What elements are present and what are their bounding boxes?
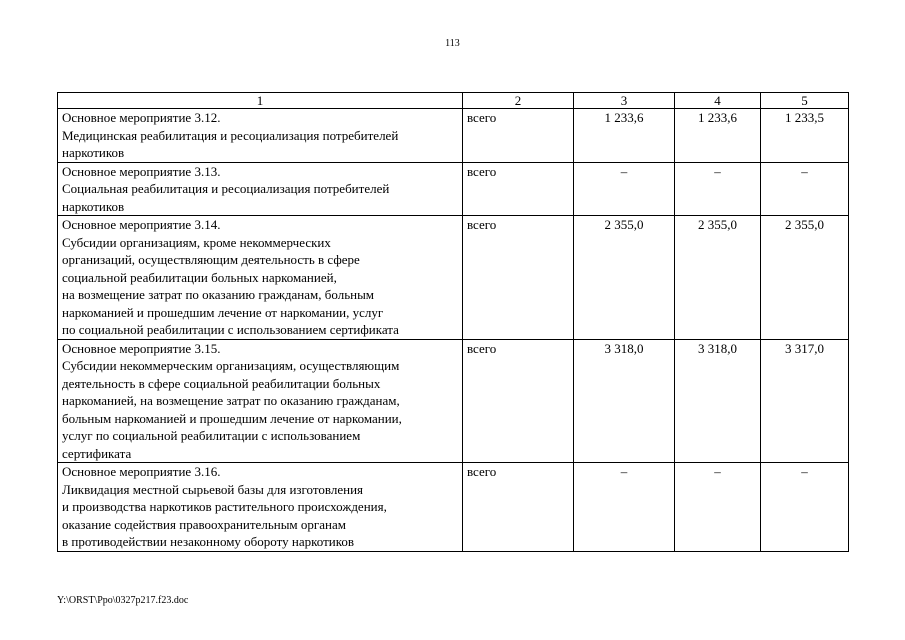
activity-text-line: организаций, осуществляющим деятельность в сфере [62,252,360,267]
column-header-1: 1 [58,93,463,109]
funding-source-cell: всего [463,216,574,340]
activity-title: Основное мероприятие 3.16. [62,464,221,479]
activity-text-line: наркоманией и прошедшим лечение от наркомании, услуг [62,304,384,320]
table-row [58,109,849,163]
activity-text-line: наркотиков [62,145,125,160]
column-header-5: 5 [761,93,849,109]
funding-source-cell: всего [463,109,574,163]
activity-text-line: наркоманией, на возмещение затрат по оказанию гражданам, [62,393,400,408]
table-row [58,339,849,463]
value-col-5: 2 355,0 [761,216,849,340]
value-col-4: 1 233,6 [675,109,761,163]
program-activities-table [57,92,849,552]
page-number: 113 [445,38,460,49]
funding-source-cell: всего [463,339,574,463]
value-col-5: 1 233,5 [761,109,849,163]
activity-description-cell [58,162,463,216]
activity-description-cell [58,109,463,163]
activity-description-cell [58,463,463,552]
activity-text-line: Субсидии организациям, кроме некоммерческих [62,234,331,250]
activity-text-line: Медицинская реабилитация и ресоциализация потребителей [62,127,399,143]
activity-text-line: Социальная реабилитация и ресоциализация потребителей [62,181,390,196]
column-header-4: 4 [675,93,761,109]
activity-description-cell [58,339,463,463]
value-col-5: 3 317,0 [761,339,849,463]
table-row [58,463,849,552]
activity-text-line: в противодействии незаконному обороту наркотиков [62,534,355,549]
value-col-4: – [675,463,761,552]
column-header-2: 2 [463,93,574,109]
value-col-5: – [761,463,849,552]
value-col-3: – [574,463,675,552]
funding-source-cell: всего [463,463,574,552]
value-col-4: – [675,162,761,216]
activity-text-line: и производства наркотиков растительного происхождения, [62,499,387,514]
activity-text-line: Ликвидация местной сырьевой базы для изготовления [62,481,363,497]
activity-text-line: на возмещение затрат по оказанию гражданам, больным [62,287,375,302]
activity-text-line: услуг по социальной реабилитации с использованием [62,428,361,443]
value-col-4: 3 318,0 [675,339,761,463]
funding-source-cell: всего [463,162,574,216]
value-col-3: 2 355,0 [574,216,675,340]
activity-text-line: по социальной реабилитации с использованием сертификата [62,322,399,337]
activity-description-cell [58,216,463,340]
table-row [58,162,849,216]
table-row [58,216,849,340]
activity-title: Основное мероприятие 3.14. [62,217,221,232]
value-col-3: 1 233,6 [574,109,675,163]
activity-text-line: наркотиков [62,198,125,214]
table-header-row [58,93,849,109]
activity-text-line: больным наркоманией и прошедшим лечение от наркомании, [62,410,402,426]
value-col-3: 3 318,0 [574,339,675,463]
document-file-path: Y:\ORST\Ppo\0327p217.f23.doc [57,595,189,606]
value-col-5: – [761,162,849,216]
activity-text-line: сертификата [62,445,132,461]
value-col-4: 2 355,0 [675,216,761,340]
value-col-3: – [574,162,675,216]
activity-text-line: оказание содействия правоохранительным органам [62,516,346,532]
column-header-3: 3 [574,93,675,109]
activity-text-line: Субсидии некоммерческим организациям, осуществляющим [62,358,400,373]
activity-text-line: социальной реабилитации больных наркоманией, [62,269,337,285]
activity-text-line: деятельность в сфере социальной реабилитации больных [62,375,381,391]
activity-title: Основное мероприятие 3.15. [62,340,221,356]
activity-title: Основное мероприятие 3.12. [62,110,221,125]
activity-title: Основное мероприятие 3.13. [62,163,221,179]
